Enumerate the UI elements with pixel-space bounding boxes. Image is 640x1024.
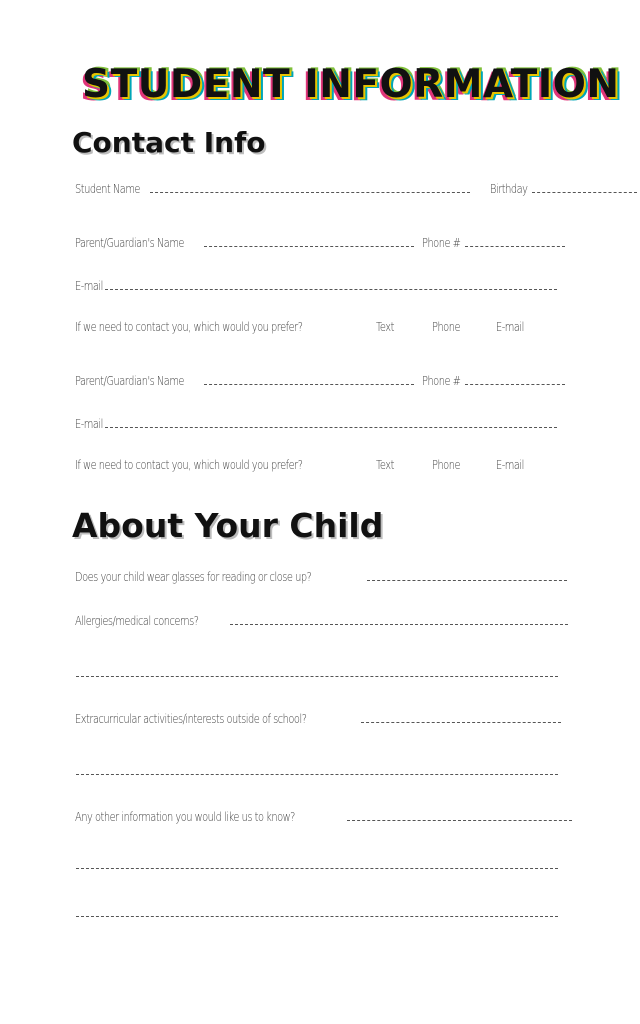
student-name-label: Student Name [75,182,140,196]
guardian-2-contact-pref-row [75,454,531,472]
option-phone-1[interactable]: Phone [432,320,461,334]
page-title: STUDENT INFORMATION [82,62,620,107]
extracurricular-label: Extracurricular activities/interests outside of school? [75,712,307,726]
other-info-field-line-2[interactable] [76,868,558,869]
option-email-1[interactable]: E-mail [496,320,525,334]
about-your-child-heading: About Your Child [72,506,384,545]
guardian-2-phone-label: Phone # [421,374,461,388]
guardian-2-row [75,370,565,388]
guardian-1-name-field[interactable] [204,246,414,247]
guardian-2-name-label: Parent/Guardian's Name [75,374,184,388]
guardian-1-email-field[interactable] [105,289,557,290]
allergies-label: Allergies/medical concerns? [75,614,199,628]
extracurricular-field[interactable] [361,722,561,723]
allergies-field[interactable] [230,624,568,625]
guardian-1-email-label: E-mail [75,279,103,293]
guardian-1-phone-field[interactable] [465,246,565,247]
glasses-label: Does your child wear glasses for reading or close up? [75,570,312,584]
other-info-label: Any other information you would like us to know? [75,810,295,824]
extracurricular-row [75,708,561,726]
guardian-1-email-row [75,275,557,293]
guardian-1-phone-label: Phone # [421,236,461,250]
other-info-field-line-3[interactable] [76,916,558,917]
other-info-field[interactable] [347,820,572,821]
guardian-1-row [75,232,565,250]
guardian-2-email-field[interactable] [105,427,557,428]
contact-question-2: If we need to contact you, which would you prefer? [75,458,303,472]
guardian-1-name-label: Parent/Guardian's Name [75,236,184,250]
guardian-2-phone-field[interactable] [465,384,565,385]
birthday-label: Birthday [490,182,528,196]
contact-question-1: If we need to contact you, which would you prefer? [75,320,303,334]
option-phone-2[interactable]: Phone [432,458,461,472]
guardian-2-name-field[interactable] [204,384,414,385]
glasses-field[interactable] [367,580,567,581]
student-row [75,178,637,196]
guardian-2-email-row [75,413,557,431]
birthday-field[interactable] [532,192,637,193]
allergies-field-line-2[interactable] [76,676,558,677]
option-text-1[interactable]: Text [376,320,395,334]
student-name-field[interactable] [150,192,470,193]
allergies-row [75,610,568,628]
contact-info-heading: Contact Info [72,126,266,159]
guardian-1-contact-pref-row [75,316,531,334]
option-email-2[interactable]: E-mail [496,458,525,472]
option-text-2[interactable]: Text [376,458,395,472]
other-info-row [75,806,572,824]
glasses-row [75,566,567,584]
guardian-2-email-label: E-mail [75,417,103,431]
extracurricular-field-line-2[interactable] [76,774,558,775]
